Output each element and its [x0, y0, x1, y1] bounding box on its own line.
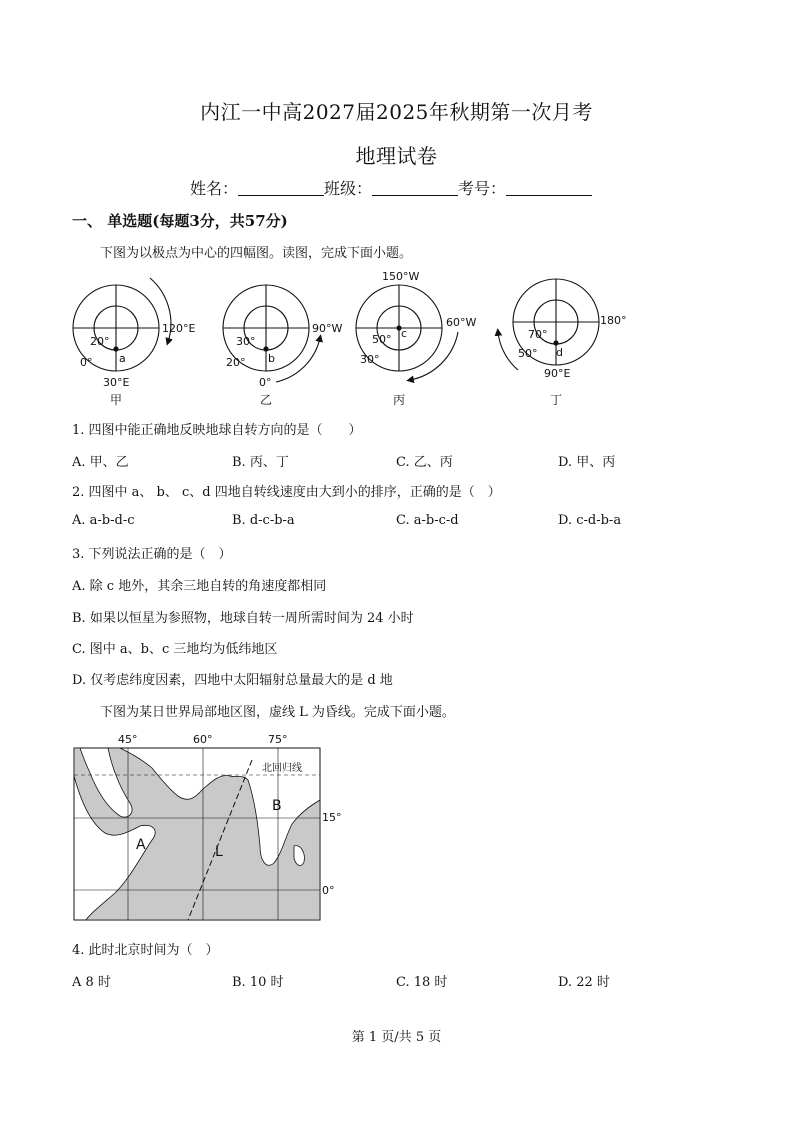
q1-option-d[interactable]: D. 甲、丙	[558, 455, 616, 470]
name-blank[interactable]	[238, 179, 324, 196]
q3-option-a[interactable]: A. 除 c 地外，其余三地自转的角速度都相同	[72, 579, 327, 594]
q4-option-c[interactable]: C. 18 时	[396, 975, 448, 990]
bing-label-c: c	[401, 327, 408, 340]
exam-title: 内江一中高2027届2025年秋期第一次月考	[200, 100, 593, 124]
bing-label-60w: 60°W	[446, 316, 477, 329]
q2-option-c[interactable]: C. a-b-c-d	[396, 513, 459, 528]
section-title: 一、 单选题(每题3分，共57分)	[72, 212, 288, 230]
q1-option-b[interactable]: B. 丙、丁	[232, 455, 289, 470]
class-label: 班级：	[324, 179, 373, 198]
q3-option-c[interactable]: C. 图中 a、b、c 三地均为低纬地区	[72, 642, 278, 657]
diagram-ding	[498, 279, 599, 370]
student-info-row	[190, 176, 592, 199]
yi-label-30: 30°	[236, 335, 256, 348]
caption-jia: 甲	[110, 393, 123, 407]
polar-diagrams	[60, 262, 660, 412]
exam-no-blank[interactable]	[506, 179, 592, 196]
q4-option-b[interactable]: B. 10 时	[232, 975, 284, 990]
map-lat-0: 0°	[322, 884, 335, 897]
bing-label-50: 50°	[372, 333, 392, 346]
intro-text-1: 下图为以极点为中心的四幅图。读图，完成下面小题。	[100, 246, 413, 261]
q2-option-d[interactable]: D. c-d-b-a	[558, 513, 622, 528]
q2-option-a[interactable]: A. a-b-d-c	[72, 513, 135, 528]
bing-label-30: 30°	[360, 353, 380, 366]
map-lon-75: 75°	[268, 733, 288, 746]
map-lat-15: 15°	[322, 811, 342, 824]
ding-label-50: 50°	[518, 347, 538, 360]
q1-option-a[interactable]: A. 甲、乙	[72, 455, 129, 470]
exam-no-label: 考号：	[458, 179, 507, 198]
caption-ding: 丁	[550, 393, 563, 407]
yi-label-20: 20°	[226, 356, 246, 369]
jia-label-20: 20°	[90, 335, 110, 348]
intro-text-2: 下图为某日世界局部地区图，虚线 L 为昏线。完成下面小题。	[100, 705, 455, 720]
question-1-stem: 1. 四图中能正确地反映地球自转方向的是（ ）	[72, 423, 362, 438]
jia-label-a: a	[119, 352, 126, 365]
page-number: 第 1 页/共 5 页	[351, 1030, 442, 1045]
ding-label-90e: 90°E	[544, 367, 571, 380]
region-map	[60, 728, 360, 924]
caption-yi: 乙	[260, 393, 273, 407]
exam-subtitle: 地理试卷	[355, 144, 438, 168]
yi-label-b: b	[268, 352, 275, 365]
map-lon-45: 45°	[118, 733, 138, 746]
name-label: 姓名：	[190, 179, 239, 198]
map-line-l: L	[215, 844, 223, 860]
map-point-a: A	[136, 837, 146, 853]
caption-bing: 丙	[393, 393, 406, 407]
class-blank[interactable]	[372, 179, 458, 196]
jia-label-120e: 120°E	[162, 322, 196, 335]
question-3-stem: 3. 下列说法正确的是（ ）	[72, 547, 232, 562]
ding-label-180: 180°	[600, 314, 627, 327]
q4-option-d[interactable]: D. 22 时	[558, 975, 610, 990]
ding-label-d: d	[556, 346, 563, 359]
yi-label-90w: 90°W	[312, 322, 343, 335]
q1-option-c[interactable]: C. 乙、丙	[396, 455, 453, 470]
jia-label-0: 0°	[80, 356, 93, 369]
q2-option-b[interactable]: B. d-c-b-a	[232, 513, 295, 528]
ding-label-70: 70°	[528, 328, 548, 341]
yi-label-0: 0°	[259, 376, 272, 389]
q3-option-b[interactable]: B. 如果以恒星为参照物，地球自转一周所需时间为 24 小时	[72, 611, 414, 626]
question-2-stem: 2. 四图中 a、 b、 c、d 四地自转线速度由大到小的排序，正确的是（ ）	[72, 485, 501, 500]
q3-option-d[interactable]: D. 仅考虑纬度因素，四地中太阳辐射总量最大的是 d 地	[72, 673, 393, 688]
question-4-stem: 4. 此时北京时间为（ ）	[72, 943, 219, 958]
map-lon-60: 60°	[193, 733, 213, 746]
q4-option-a[interactable]: A 8 时	[72, 975, 111, 990]
map-point-b: B	[272, 798, 282, 814]
jia-label-30e: 30°E	[103, 376, 130, 389]
bing-label-150w: 150°W	[382, 270, 420, 283]
map-tropic-label: 北回归线	[262, 763, 302, 774]
